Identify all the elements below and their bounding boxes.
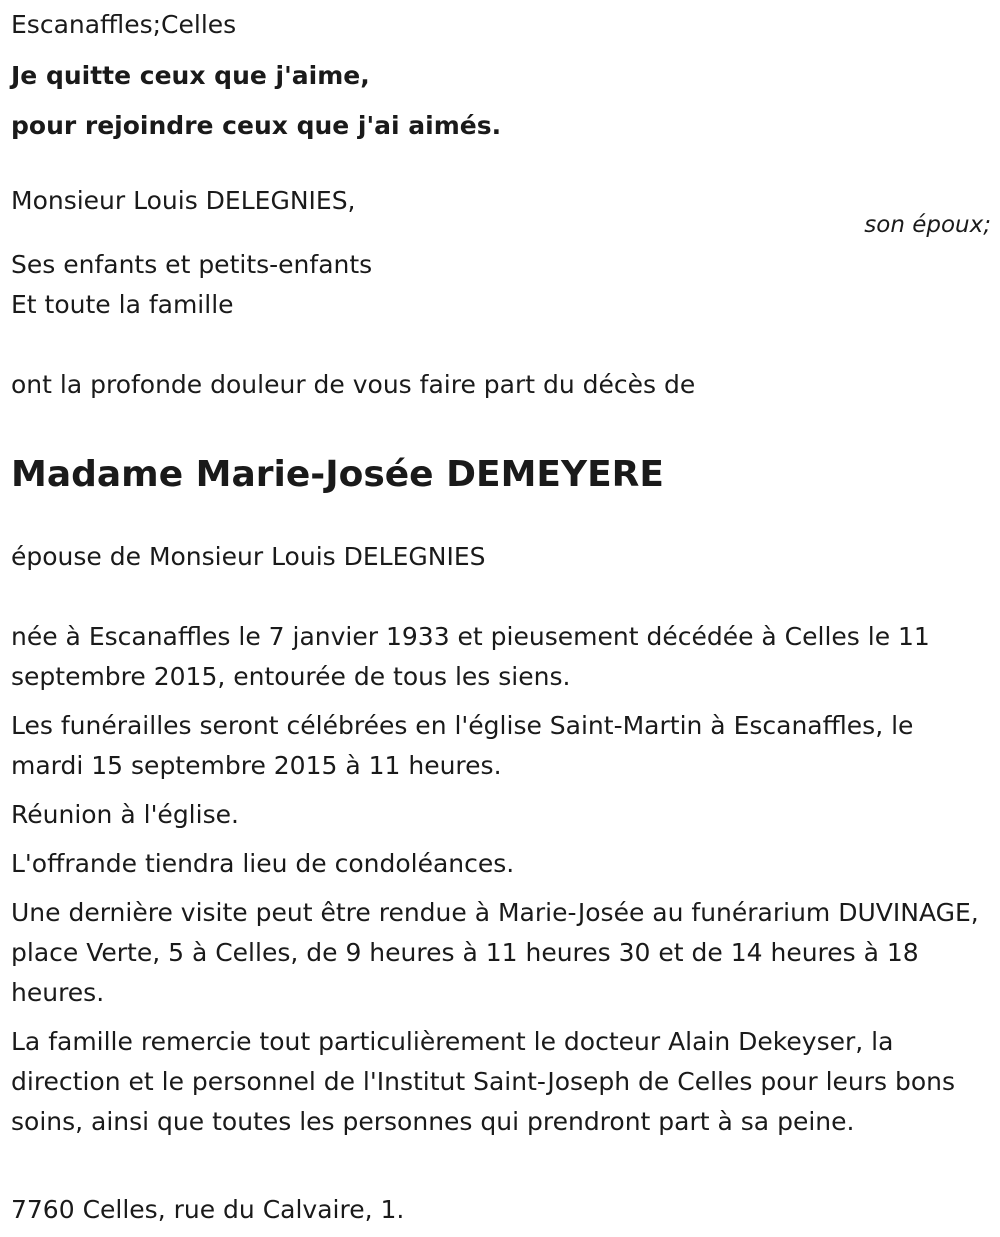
wife-of: épouse de Monsieur Louis DELEGNIES — [11, 542, 486, 571]
announcement: ont la profonde douleur de vous faire part du décès de — [11, 370, 696, 399]
deceased-name: Madame Marie-Josée DEMEYERE — [11, 454, 664, 495]
address: 7760 Celles, rue du Calvaire, 1. — [11, 1195, 405, 1224]
birth-death-paragraph: née à Escanaffles le 7 janvier 1933 et pieusement décédée à Celles le 11 septembre 2015, entourée de tous les siens. — [11, 622, 930, 691]
family-all: Et toute la famille — [11, 290, 234, 319]
offering-paragraph: L'offrande tiendra lieu de condoléances. — [11, 849, 515, 878]
thanks-paragraph: La famille remercie tout particulièrement le docteur Alain Dekeyser, la direction et le personnel de l'Institut Saint-Joseph de Celles pour leurs bons soins, ainsi que toutes les personnes qui prendront part à sa peine. — [11, 1027, 956, 1136]
spouse-name: Monsieur Louis DELEGNIES, — [11, 186, 356, 215]
spouse-row — [11, 181, 991, 245]
visit-paragraph: Une dernière visite peut être rendue à Marie-Josée au funérarium DUVINAGE, place Verte, 5 à Celles, de 9 heures à 11 heures 30 et de 14 heures à 18 heures. — [11, 898, 979, 1007]
obituary-notice — [11, 5, 991, 1230]
epigraph-line-1: Je quitte ceux que j'aime, — [11, 61, 370, 90]
spouse-role: son époux; — [864, 212, 991, 238]
epigraph-line-2: pour rejoindre ceux que j'ai aimés. — [11, 111, 502, 140]
family-children: Ses enfants et petits-enfants — [11, 250, 373, 279]
funeral-paragraph: Les funérailles seront célébrées en l'église Saint-Martin à Escanaffles, le mardi 15 septembre 2015 à 11 heures. — [11, 711, 914, 780]
epigraph — [11, 51, 991, 151]
family-list — [11, 245, 991, 325]
meeting-paragraph: Réunion à l'église. — [11, 800, 239, 829]
place-header: Escanaffles;Celles — [11, 10, 237, 39]
